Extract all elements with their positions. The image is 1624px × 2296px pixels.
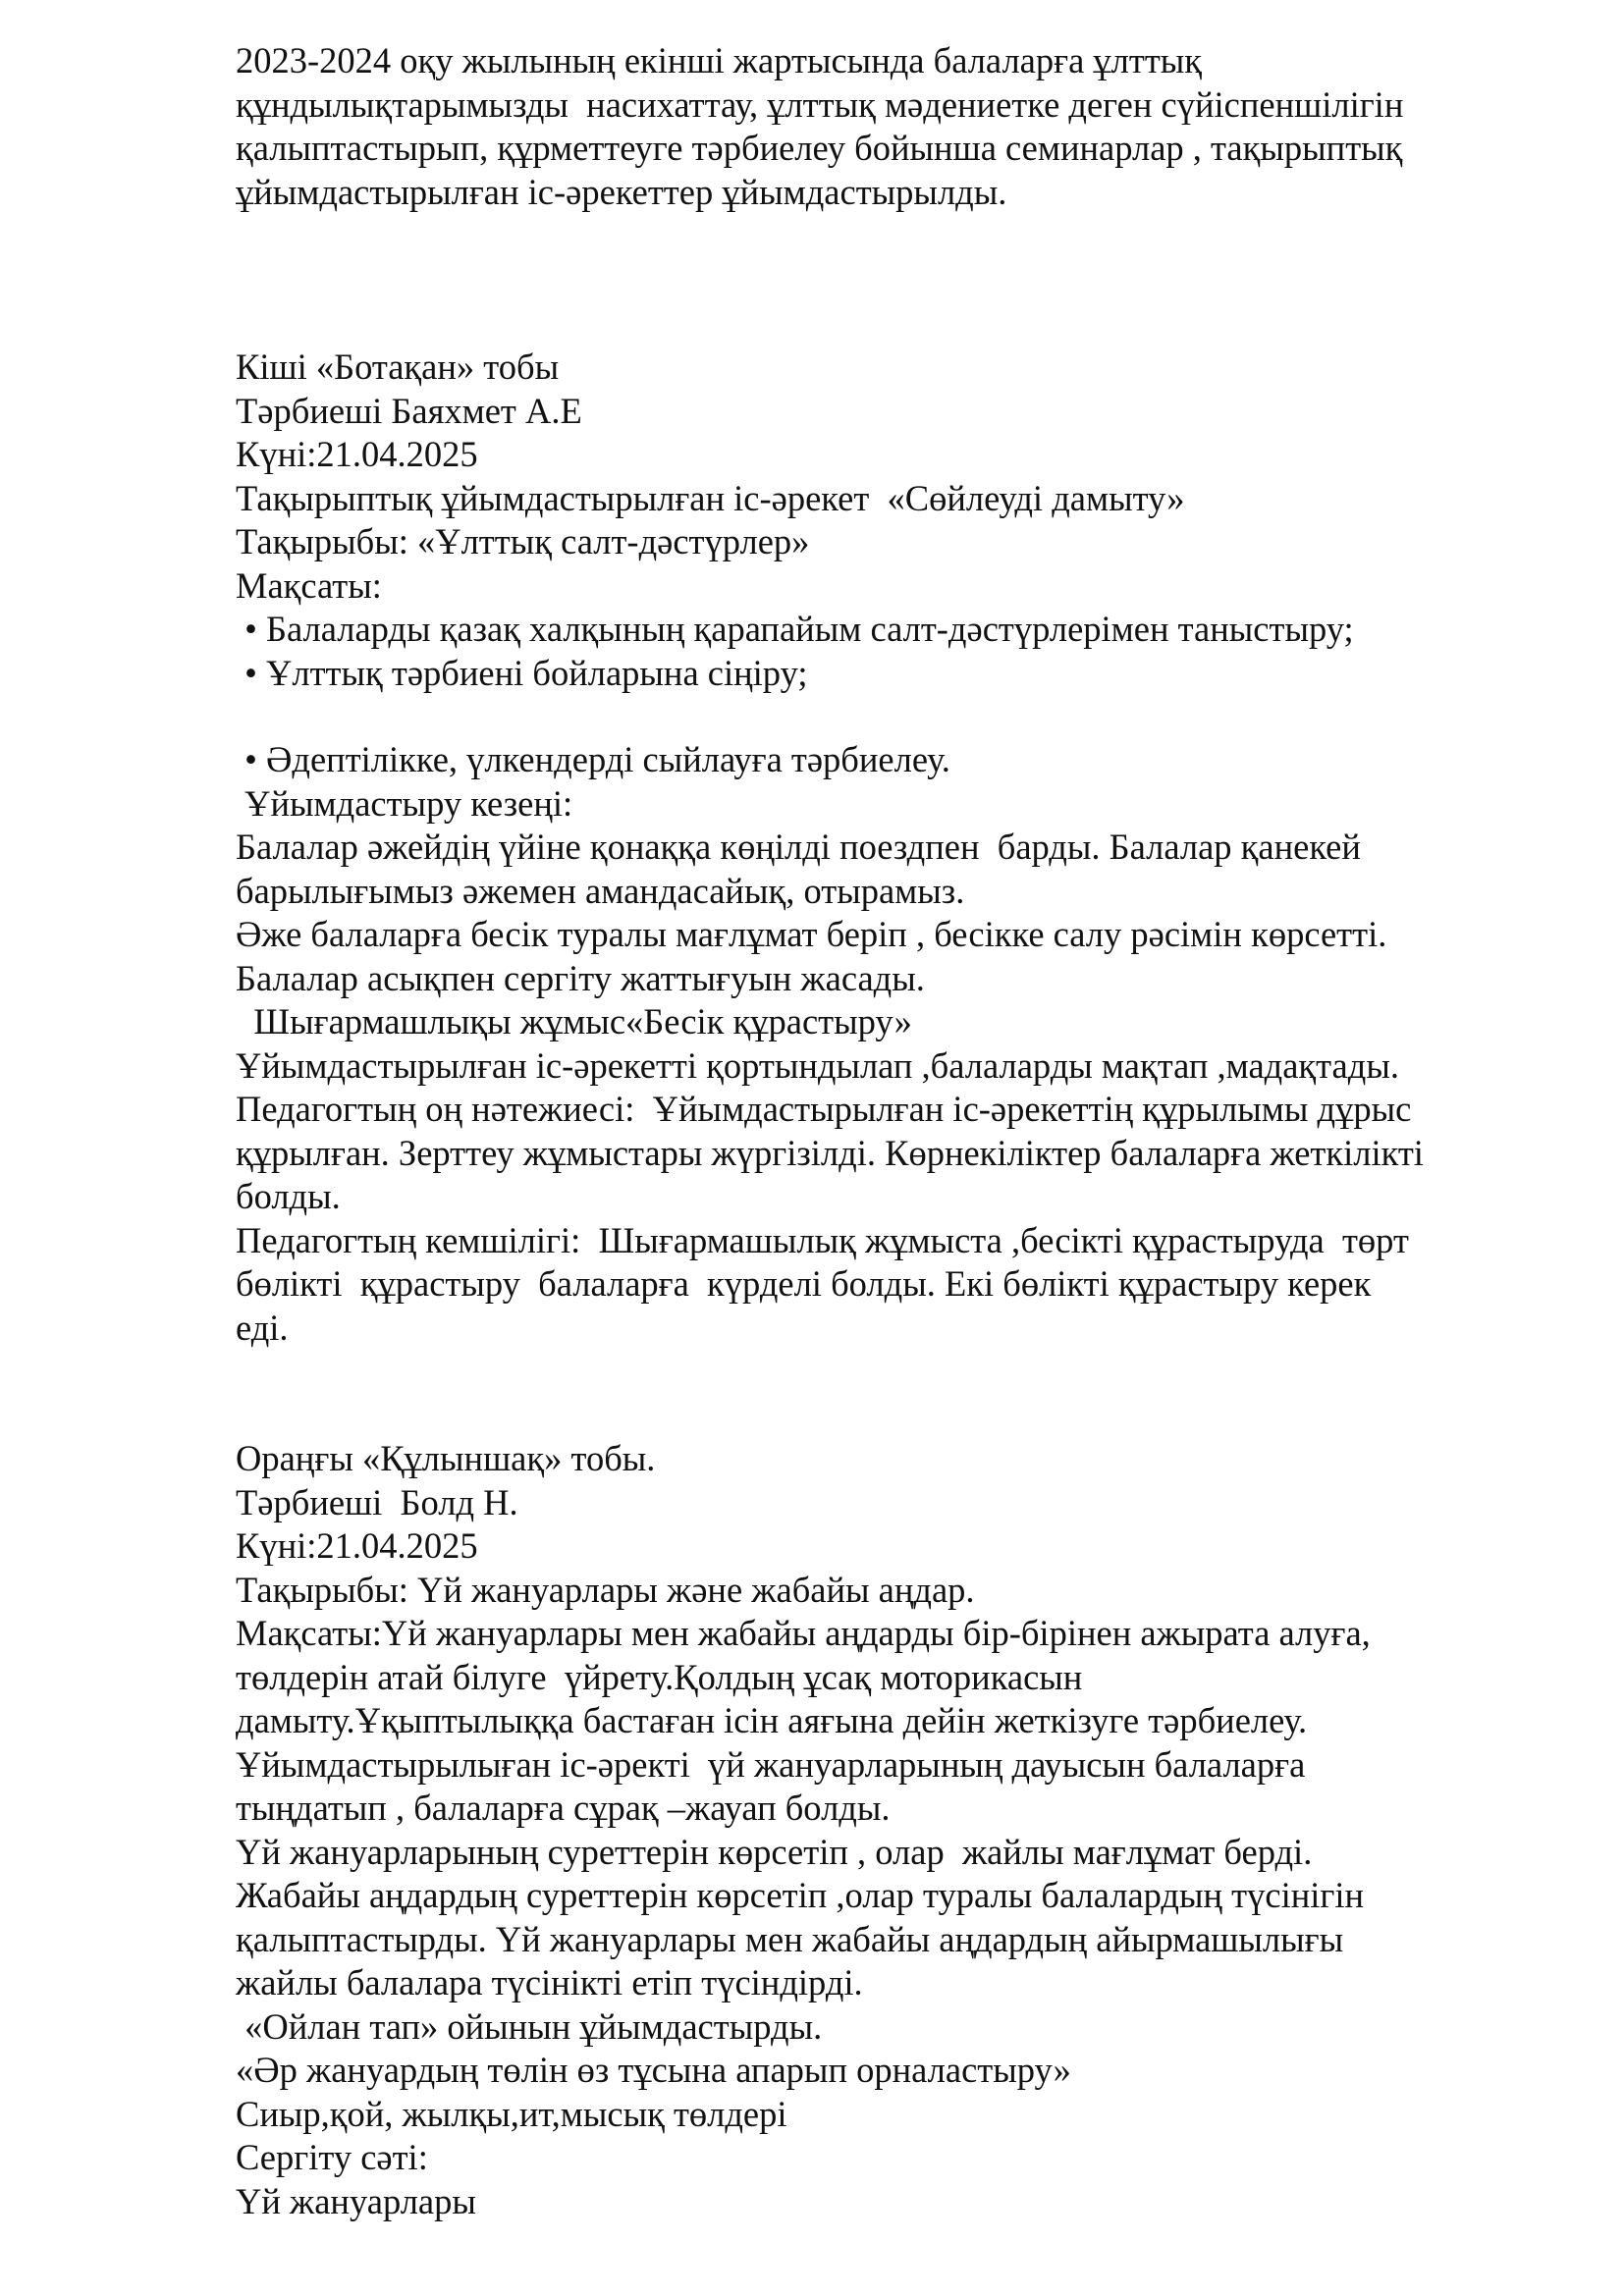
body-line: төлдерін атай білуге үйрету.Қолдың ұсақ моторикасын (236, 1656, 1083, 1697)
body-line: болды. (236, 1176, 341, 1216)
group-name: Ораңғы «Құлыншақ» тобы. (236, 1438, 656, 1478)
body-line: еді. (236, 1307, 289, 1348)
document-page (236, 39, 1532, 2223)
teacher-name: Тәрбиеші Баяхмет А.Е (236, 390, 582, 431)
body-line: Жабайы аңдардың суреттерін көрсетіп ,олар туралы балалардың түсінігін (236, 1875, 1365, 1915)
activity-line: Тақырыптық ұйымдастырылған іс-әрекет «Сөйлеуді дамыту» (236, 477, 1185, 518)
intro-line: қалыптастырып, құрметтеуге тәрбиелеу бойынша семинарлар , тақырыптық (236, 128, 1403, 168)
intro-line: 2023-2024 оқу жылының екінші жартысында балаларға ұлттық (236, 40, 1203, 80)
body-line: қалыптастырды. Үй жануарлары мен жабайы аңдардың айырмашылығы (236, 1918, 1344, 1959)
date-line: Күні:21.04.2025 (236, 1525, 478, 1566)
body-line: құрылған. Зерттеу жұмыстары жүргізілді. Көрнекіліктер балаларға жеткілікті (236, 1132, 1424, 1173)
spacer (236, 214, 1532, 346)
topic-line: Тақырыбы: «Ұлттық салт-дәстүрлер» (236, 521, 810, 561)
body-line: дамыту.Ұқыптылыққа бастаған ісін аяғына дейін жеткізуге тәрбиелеу. (236, 1700, 1308, 1740)
body-line: барылығымыз әжемен амандасайық, отырамыз. (236, 870, 965, 911)
teacher-name: Тәрбиеші Болд Н. (236, 1481, 518, 1522)
body-line: Үй жануарларының суреттерін көрсетіп , олар жайлы мағлұмат берді. (236, 1831, 1313, 1872)
section-botakan (236, 346, 1532, 1350)
intro-line: ұйымдастырылған іс-әрекеттер ұйымдастырылды. (236, 171, 1007, 212)
body-line: Сергіту сәті: (236, 2137, 428, 2177)
body-line: Педагогтың кемшілігі: Шығармашылық жұмыста ,бесікті құрастыруда төрт (236, 1219, 1409, 1260)
body-line: Сиыр,қой, жылқы,ит,мысық төлдері (236, 2093, 787, 2134)
body-line: «Ойлан тап» ойынын ұйымдастырды. (236, 2005, 823, 2047)
body-line: Шығармашлықы жұмыс«Бесік құрастыру» (236, 1001, 912, 1041)
body-line: Мақсаты:Үй жануарлары мен жабайы аңдарды бір-бірінен ажырата алуға, (236, 1613, 1371, 1653)
org-label: Ұйымдастыру кезеңі: (236, 782, 573, 824)
group-name: Кіші «Ботақан» тобы (236, 347, 560, 387)
body-line: Ұйымдастырылыған іс-әректі үй жануарларының дауысын балаларға (236, 1743, 1306, 1785)
intro-paragraph (236, 39, 1532, 214)
goal-item: • Әдептілікке, үлкендерді сыйлауға тәрбиелеу. (236, 739, 950, 779)
body-line: Тақырыбы: Үй жануарлары және жабайы аңдар. (236, 1569, 975, 1610)
date-line: Күні:21.04.2025 (236, 434, 478, 474)
body-line: Балалар әжейдің үйіне қонаққа көңілді поездпен барды. Балалар қанекей (236, 827, 1361, 867)
spacer (236, 695, 1532, 738)
goals-label: Мақсаты: (236, 564, 382, 606)
body-line: жайлы балалара түсінікті етіп түсіндірді. (236, 1962, 863, 2002)
section-kulynshak (236, 1437, 1532, 2223)
body-line: бөлікті құрастыру балаларға күрделі болды. Екі бөлікті құрастыру керек (236, 1263, 1372, 1304)
body-line: Әже балаларға бесік туралы мағлұмат беріп , бесікке салу рәсімін көрсетті. (236, 914, 1387, 954)
goal-item: • Балаларды қазақ халқының қарапайым салт-дәстүрлерімен таныстыру; (236, 609, 1354, 649)
body-line: Балалар асықпен сергіту жаттығуын жасады. (236, 957, 925, 998)
body-line: Педагогтың оң нәтежиесі: Ұйымдастырылған іс-әрекеттің құрылымы дұрыс (236, 1089, 1412, 1129)
goal-item: • Ұлттық тәрбиені бойларына сіңіру; (236, 652, 808, 693)
body-line: тыңдатып , балаларға сұрақ –жауап болды. (236, 1788, 891, 1828)
body-line: Үй жануарлары (236, 2180, 476, 2221)
body-line: Ұйымдастырылған іс-әрекетті қортындылап ,балаларды мақтап ,мадақтады. (236, 1044, 1399, 1086)
spacer (236, 1350, 1532, 1437)
intro-line: құндылықтарымызды насихаттау, ұлттық мәдениетке деген сүйіспеншілігін (236, 83, 1404, 125)
body-line: «Әр жануардың төлін өз тұсына апарып орналастыру» (236, 2050, 1071, 2090)
